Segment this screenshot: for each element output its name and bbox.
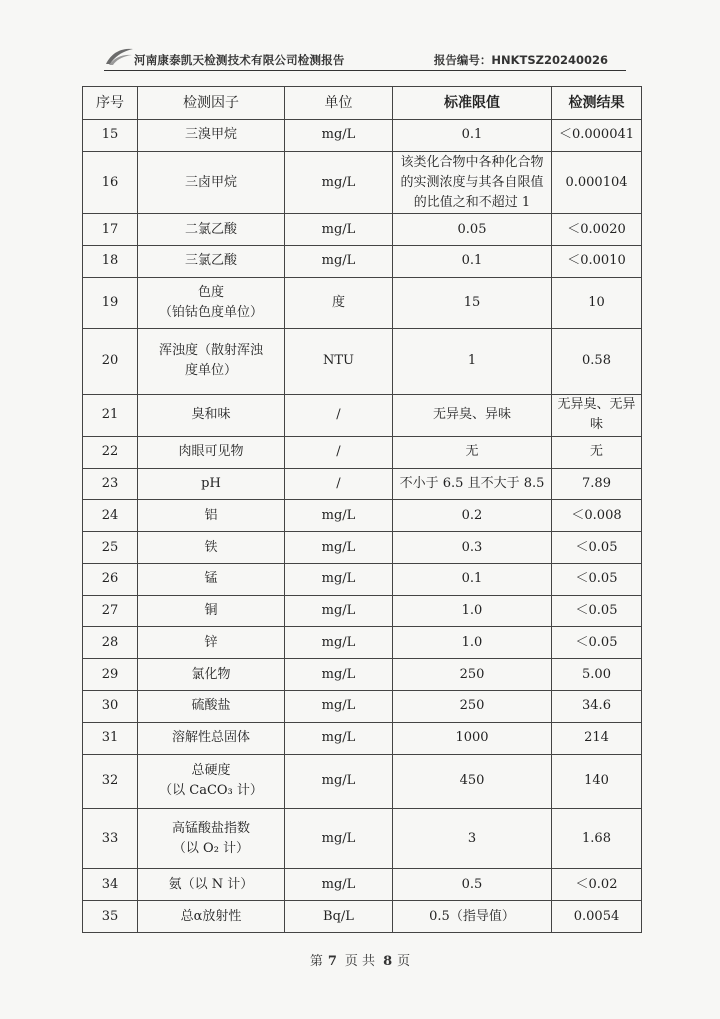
cell-result: 无 bbox=[552, 436, 642, 468]
table-row bbox=[83, 277, 642, 328]
cell-factor bbox=[138, 120, 285, 152]
cell-no: 28 bbox=[83, 627, 138, 659]
cell-unit: mg/L bbox=[285, 563, 393, 595]
cell-limit: 无异臭、异味 bbox=[393, 394, 552, 436]
cell-result: 214 bbox=[552, 722, 642, 754]
factor-name: 二氯乙酸 bbox=[184, 221, 237, 237]
company-logo-icon bbox=[104, 44, 134, 68]
cell-unit: mg/L bbox=[285, 532, 393, 564]
cell-factor bbox=[138, 151, 285, 214]
cell-limit: 0.2 bbox=[393, 500, 552, 532]
cell-factor bbox=[138, 563, 285, 595]
cell-limit: 0.5 bbox=[393, 869, 552, 901]
table-row bbox=[83, 214, 642, 246]
factor-name: 铜 bbox=[204, 603, 218, 619]
factor-name: 总α放射性 bbox=[180, 908, 242, 924]
factor-note: （铂钴色度单位） bbox=[158, 305, 263, 320]
factor-name: 铁 bbox=[204, 539, 218, 555]
cell-result: ＜0.05 bbox=[552, 563, 642, 595]
cell-unit: mg/L bbox=[285, 722, 393, 754]
cell-unit: mg/L bbox=[285, 869, 393, 901]
page-footer bbox=[0, 950, 720, 969]
cell-result: 0.000104 bbox=[552, 151, 642, 214]
cell-limit: 0.1 bbox=[393, 120, 552, 152]
cell-no: 32 bbox=[83, 754, 138, 808]
cell-result: ＜0.008 bbox=[552, 500, 642, 532]
cell-limit: 450 bbox=[393, 754, 552, 808]
cell-unit: mg/L bbox=[285, 754, 393, 808]
table-row bbox=[83, 329, 642, 395]
footer-suffix: 页 bbox=[397, 954, 411, 969]
cell-no: 34 bbox=[83, 869, 138, 901]
table-row bbox=[83, 627, 642, 659]
cell-result: 0.0054 bbox=[552, 901, 642, 933]
cell-limit: 250 bbox=[393, 691, 552, 723]
cell-factor bbox=[138, 277, 285, 328]
footer-prefix: 第 bbox=[309, 954, 323, 969]
table-row bbox=[83, 394, 642, 436]
cell-unit: mg/L bbox=[285, 151, 393, 214]
total-pages: 8 bbox=[383, 954, 393, 969]
factor-name: pH bbox=[201, 475, 221, 491]
cell-no: 18 bbox=[83, 246, 138, 278]
table-row bbox=[83, 691, 642, 723]
cell-no: 30 bbox=[83, 691, 138, 723]
table-row bbox=[83, 120, 642, 152]
factor-name: 溶解性总固体 bbox=[171, 730, 250, 746]
table-row bbox=[83, 595, 642, 627]
factor-note: （以 CaCO₃ 计） bbox=[159, 783, 263, 799]
cell-result: 10 bbox=[552, 277, 642, 328]
factor-name: 氯化物 bbox=[191, 666, 231, 682]
footer-middle: 页 共 bbox=[344, 954, 376, 969]
cell-unit: / bbox=[285, 468, 393, 500]
cell-result: ＜0.05 bbox=[552, 627, 642, 659]
factor-name: 锰 bbox=[204, 571, 218, 587]
report-header bbox=[104, 44, 626, 71]
cell-factor bbox=[138, 500, 285, 532]
table-row bbox=[83, 436, 642, 468]
cell-unit: mg/L bbox=[285, 595, 393, 627]
cell-limit: 该类化合物中各种化合物的实测浓度与其各自限值的比值之和不超过 1 bbox=[393, 151, 552, 214]
cell-unit: mg/L bbox=[285, 691, 393, 723]
factor-name: 三卤甲烷 bbox=[184, 174, 237, 190]
cell-limit: 0.5（指导值） bbox=[393, 901, 552, 933]
cell-factor bbox=[138, 214, 285, 246]
cell-factor bbox=[138, 436, 285, 468]
cell-no: 26 bbox=[83, 563, 138, 595]
cell-limit: 250 bbox=[393, 659, 552, 691]
factor-name: 铝 bbox=[204, 507, 218, 523]
cell-limit: 15 bbox=[393, 277, 552, 328]
cell-no: 24 bbox=[83, 500, 138, 532]
cell-factor bbox=[138, 595, 285, 627]
cell-factor bbox=[138, 901, 285, 933]
cell-unit: / bbox=[285, 394, 393, 436]
factor-name: 肉眼可见物 bbox=[178, 444, 244, 460]
table-row bbox=[83, 246, 642, 278]
cell-no: 35 bbox=[83, 901, 138, 933]
cell-factor bbox=[138, 808, 285, 868]
table-row bbox=[83, 563, 642, 595]
cell-result: ＜0.0010 bbox=[552, 246, 642, 278]
table-row bbox=[83, 151, 642, 214]
cell-limit: 0.3 bbox=[393, 532, 552, 564]
table-header-row bbox=[83, 87, 642, 120]
cell-factor bbox=[138, 468, 285, 500]
test-results-table bbox=[82, 86, 642, 933]
cell-result: 34.6 bbox=[552, 691, 642, 723]
cell-unit: 度 bbox=[285, 277, 393, 328]
table-row bbox=[83, 722, 642, 754]
cell-result: 7.89 bbox=[552, 468, 642, 500]
factor-note: （以 O₂ 计） bbox=[172, 840, 250, 856]
cell-result: 1.68 bbox=[552, 808, 642, 868]
header-limit: 标准限值 bbox=[393, 87, 552, 120]
cell-unit: mg/L bbox=[285, 120, 393, 152]
cell-limit: 1 bbox=[393, 329, 552, 395]
cell-no: 29 bbox=[83, 659, 138, 691]
cell-unit: NTU bbox=[285, 329, 393, 395]
cell-result: ＜0.000041 bbox=[552, 120, 642, 152]
factor-name: 色度 bbox=[197, 285, 224, 300]
cell-no: 23 bbox=[83, 468, 138, 500]
table-row bbox=[83, 532, 642, 564]
cell-unit: mg/L bbox=[285, 246, 393, 278]
cell-result: ＜0.05 bbox=[552, 595, 642, 627]
cell-result: 无异臭、无异味 bbox=[552, 394, 642, 436]
table-row bbox=[83, 901, 642, 933]
header-unit: 单位 bbox=[285, 87, 393, 120]
cell-factor bbox=[138, 691, 285, 723]
factor-note: 度单位） bbox=[184, 363, 237, 379]
factor-name: 高锰酸盐指数 bbox=[171, 820, 250, 836]
table-row bbox=[83, 808, 642, 868]
cell-no: 20 bbox=[83, 329, 138, 395]
cell-result: ＜0.05 bbox=[552, 532, 642, 564]
cell-unit: Bq/L bbox=[285, 901, 393, 933]
cell-unit: / bbox=[285, 436, 393, 468]
cell-factor bbox=[138, 754, 285, 808]
company-name: 河南康泰凯天检测技术有限公司检测报告 bbox=[134, 53, 345, 67]
cell-no: 17 bbox=[83, 214, 138, 246]
cell-limit: 无 bbox=[393, 436, 552, 468]
current-page: 7 bbox=[327, 954, 337, 969]
header-result: 检测结果 bbox=[552, 87, 642, 120]
cell-no: 27 bbox=[83, 595, 138, 627]
cell-factor bbox=[138, 246, 285, 278]
cell-result: 5.00 bbox=[552, 659, 642, 691]
cell-limit: 1000 bbox=[393, 722, 552, 754]
factor-name: 总硬度 bbox=[191, 763, 231, 779]
factor-name: 氨（以 N 计） bbox=[168, 876, 254, 892]
header-factor: 检测因子 bbox=[138, 87, 285, 120]
cell-limit: 不小于 6.5 且不大于 8.5 bbox=[393, 468, 552, 500]
cell-result: ＜0.02 bbox=[552, 869, 642, 901]
cell-factor bbox=[138, 329, 285, 395]
cell-no: 31 bbox=[83, 722, 138, 754]
table-row bbox=[83, 659, 642, 691]
cell-result: 140 bbox=[552, 754, 642, 808]
cell-no: 19 bbox=[83, 277, 138, 328]
factor-name: 三溴甲烷 bbox=[184, 127, 237, 143]
cell-no: 21 bbox=[83, 394, 138, 436]
factor-name: 锌 bbox=[204, 634, 218, 650]
cell-no: 16 bbox=[83, 151, 138, 214]
cell-result: ＜0.0020 bbox=[552, 214, 642, 246]
table-row bbox=[83, 754, 642, 808]
cell-factor bbox=[138, 627, 285, 659]
cell-unit: mg/L bbox=[285, 627, 393, 659]
report-number: 报告编号：HNKTSZ20240026 bbox=[433, 53, 608, 67]
cell-result: 0.58 bbox=[552, 329, 642, 395]
factor-name: 硫酸盐 bbox=[191, 698, 231, 714]
factor-name: 臭和味 bbox=[191, 407, 231, 423]
cell-no: 22 bbox=[83, 436, 138, 468]
cell-limit: 3 bbox=[393, 808, 552, 868]
cell-factor bbox=[138, 869, 285, 901]
cell-limit: 1.0 bbox=[393, 595, 552, 627]
cell-limit: 1.0 bbox=[393, 627, 552, 659]
cell-no: 25 bbox=[83, 532, 138, 564]
cell-factor bbox=[138, 659, 285, 691]
factor-name: 浑浊度（散射浑浊 bbox=[158, 343, 263, 359]
cell-limit: 0.1 bbox=[393, 246, 552, 278]
cell-limit: 0.1 bbox=[393, 563, 552, 595]
table-row bbox=[83, 500, 642, 532]
table-row bbox=[83, 468, 642, 500]
cell-no: 33 bbox=[83, 808, 138, 868]
cell-unit: mg/L bbox=[285, 808, 393, 868]
cell-unit: mg/L bbox=[285, 214, 393, 246]
factor-name: 三氯乙酸 bbox=[184, 253, 237, 269]
cell-unit: mg/L bbox=[285, 659, 393, 691]
cell-factor bbox=[138, 394, 285, 436]
cell-unit: mg/L bbox=[285, 500, 393, 532]
header-no: 序号 bbox=[83, 87, 138, 120]
cell-factor bbox=[138, 532, 285, 564]
cell-factor bbox=[138, 722, 285, 754]
table-row bbox=[83, 869, 642, 901]
cell-limit: 0.05 bbox=[393, 214, 552, 246]
cell-no: 15 bbox=[83, 120, 138, 152]
